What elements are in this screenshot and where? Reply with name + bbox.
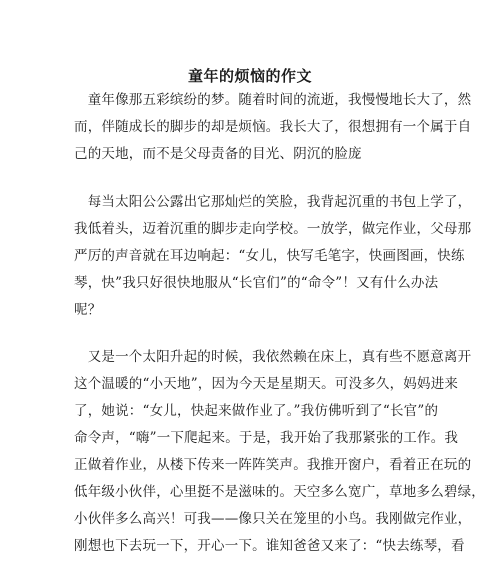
paragraph-3 (74, 344, 485, 560)
document-title: 童年的烦恼的作文 (187, 67, 312, 85)
paragraph-line: 每当太阳公公露出它那灿烂的笑脸，我背起沉重的书包上学了， (74, 194, 472, 210)
paragraph-line: 刚想也下去玩一下，开心一下。谁知爸爸又来了：“快去练琴，看 (74, 538, 465, 554)
paragraph-line: 又是一个太阳升起的时候，我依然赖在床上，真有些不愿意离开 (74, 349, 472, 365)
paragraph-line: 己的天地，而不是父母责备的目光、阴沉的脸庞 (74, 146, 362, 162)
paragraph-line: 小伙伴多么高兴！可我——像只关在笼里的小鸟。我刚做完作业， (74, 511, 472, 527)
paragraph-line: 童年像那五彩缤纷的梦。随着时间的流逝，我慢慢地长大了，然 (74, 92, 472, 108)
paragraph-line: 而，伴随成长的脚步的却是烦恼。我长大了，很想拥有一个属于自 (74, 119, 472, 135)
paragraph-line: 了，她说：“女儿，快起来做作业了。”我仿佛听到了“长官”的 (74, 403, 439, 419)
paragraph-line: 呢？ (74, 302, 102, 318)
paragraph-line: 这个温暖的“小天地”，因为今天是星期天。可没多久，妈妈进来 (74, 376, 459, 392)
paragraph-line: 低年级小伙伴，心里挺不是滋味的。天空多么宽广，草地多么碧绿， (74, 484, 485, 500)
paragraph-1 (74, 87, 472, 168)
paragraph-line: 正做着作业，从楼下传来一阵阵笑声。我推开窗户，看着正在玩的 (74, 457, 472, 473)
paragraph-line: 我低着头，迈着沉重的脚步走向学校。一放学，做完作业，父母那 (74, 221, 472, 237)
paragraph-line: 琴，快”我只好很快地服从“长官们”的“命令”！又有什么办法 (74, 275, 439, 291)
paragraph-line: 严厉的声音就在耳边响起：“女儿，快写毛笔字，快画图画，快练 (74, 248, 465, 264)
paragraph-2 (74, 189, 472, 324)
paragraph-line: 命令声，“嗨”一下爬起来。于是，我开始了我那紧张的工作。我 (74, 430, 459, 446)
